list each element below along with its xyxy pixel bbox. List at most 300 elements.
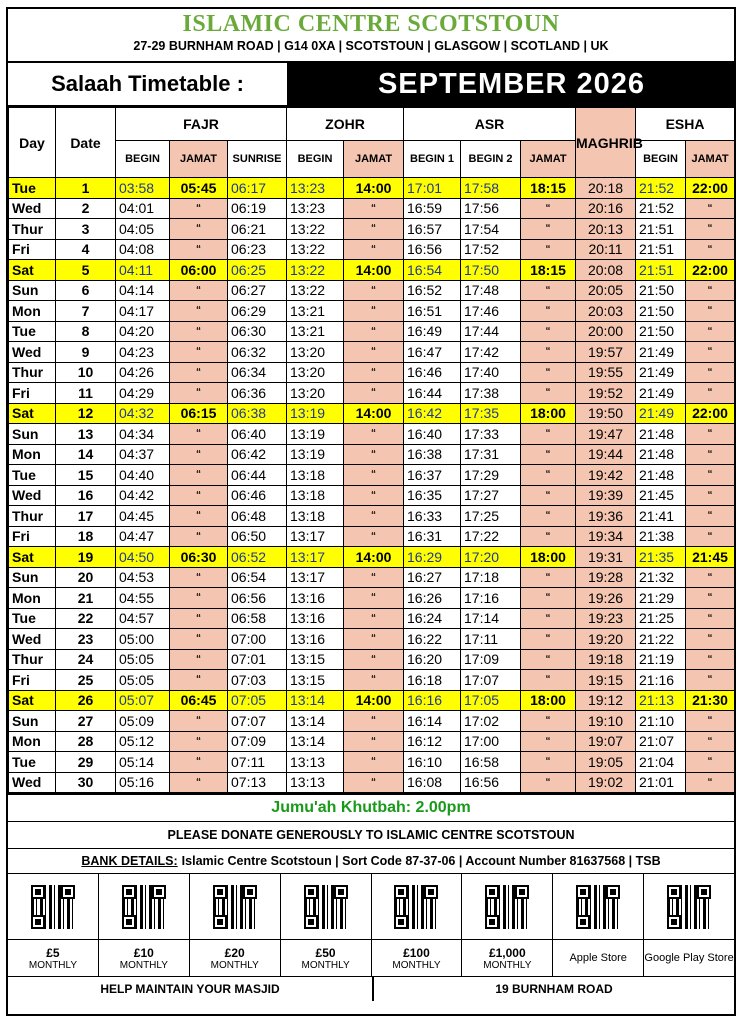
table-row [9,301,735,322]
bank-details [8,849,734,874]
donate-message: PLEASE DONATE GENEROUSLY TO ISLAMIC CENTRE SCOTSTOUN [8,822,734,849]
table-row [9,485,735,506]
cell-asr-begin1: 16:59 [404,198,461,219]
table-row [9,342,735,363]
cell-fajr-begin: 04:11 [116,260,170,281]
cell-maghrib: 19:47 [576,424,636,445]
cell-day: Tue [9,321,56,342]
qr-cell [644,874,734,939]
cell-date: 26 [56,690,116,711]
month-title: SEPTEMBER 2026 [289,63,734,105]
cell-esha-jamat: “ [686,731,735,752]
cell-fajr-jamat: “ [170,629,228,650]
cell-asr-begin2: 17:20 [461,547,521,568]
bank-details-label: BANK DETAILS: [81,854,178,868]
cell-date: 29 [56,752,116,773]
cell-sunrise: 06:52 [228,547,287,568]
cell-esha-jamat: “ [686,239,735,260]
cell-asr-jamat: “ [521,608,576,629]
qr-code-icon[interactable] [576,885,620,929]
cell-asr-begin1: 16:52 [404,280,461,301]
centre-address: 27-29 BURNHAM ROAD | G14 0XA | SCOTSTOUN | GLASGOW | SCOTLAND | UK [133,39,609,53]
cell-date: 20 [56,567,116,588]
donation-amount: £50 [315,945,336,960]
cell-day: Tue [9,608,56,629]
cell-esha-begin: 21:48 [636,424,686,445]
cell-maghrib: 19:44 [576,444,636,465]
donation-period: MONTHLY [119,959,168,971]
table-row [9,690,735,711]
cell-asr-jamat: “ [521,342,576,363]
cell-maghrib: 19:36 [576,506,636,527]
cell-asr-begin2: 17:58 [461,178,521,199]
cell-asr-begin2: 17:44 [461,321,521,342]
cell-date: 21 [56,588,116,609]
cell-sunrise: 06:34 [228,362,287,383]
cell-zohr-jamat: “ [344,219,404,240]
cell-date: 5 [56,260,116,281]
cell-maghrib: 19:02 [576,772,636,793]
cell-zohr-begin: 13:20 [287,362,344,383]
cell-maghrib: 20:00 [576,321,636,342]
cell-asr-begin1: 16:44 [404,383,461,404]
cell-zohr-begin: 13:23 [287,178,344,199]
table-row [9,731,735,752]
cell-fajr-jamat: “ [170,670,228,691]
cell-zohr-begin: 13:21 [287,301,344,322]
timetable-sheet [6,7,736,1016]
cell-esha-begin: 21:22 [636,629,686,650]
table-row [9,219,735,240]
donation-option [644,940,734,976]
cell-asr-begin2: 17:25 [461,506,521,527]
cell-sunrise: 06:50 [228,526,287,547]
cell-fajr-begin: 05:16 [116,772,170,793]
cell-fajr-jamat: “ [170,424,228,445]
table-row [9,178,735,199]
cell-esha-jamat: “ [686,465,735,486]
cell-fajr-jamat: “ [170,608,228,629]
cell-fajr-begin: 04:08 [116,239,170,260]
cell-maghrib: 19:26 [576,588,636,609]
cell-asr-begin2: 17:02 [461,711,521,732]
cell-maghrib: 19:23 [576,608,636,629]
cell-asr-jamat: 18:00 [521,403,576,424]
cell-day: Sun [9,711,56,732]
cell-day: Thur [9,649,56,670]
qr-code-icon[interactable] [667,885,711,929]
cell-asr-begin2: 17:42 [461,342,521,363]
col-maghrib: MAGHRIB [576,108,636,178]
cell-sunrise: 06:27 [228,280,287,301]
col-zohr-begin: BEGIN [287,141,344,178]
cell-zohr-begin: 13:19 [287,444,344,465]
cell-zohr-begin: 13:15 [287,670,344,691]
cell-day: Mon [9,301,56,322]
cell-sunrise: 06:42 [228,444,287,465]
cell-zohr-jamat: “ [344,731,404,752]
cell-day: Wed [9,198,56,219]
header [8,9,734,63]
qr-code-icon[interactable] [394,885,438,929]
cell-fajr-begin: 05:00 [116,629,170,650]
table-row [9,362,735,383]
cell-asr-jamat: “ [521,731,576,752]
cell-day: Sun [9,280,56,301]
cell-asr-jamat: “ [521,362,576,383]
cell-asr-jamat: 18:15 [521,178,576,199]
cell-sunrise: 07:11 [228,752,287,773]
cell-esha-begin: 21:50 [636,321,686,342]
cell-asr-jamat: “ [521,444,576,465]
cell-asr-begin1: 16:22 [404,629,461,650]
cell-esha-jamat: 22:00 [686,260,735,281]
cell-asr-jamat: 18:00 [521,690,576,711]
cell-asr-begin1: 17:01 [404,178,461,199]
cell-esha-begin: 21:01 [636,772,686,793]
cell-sunrise: 06:46 [228,485,287,506]
footer-address: 19 BURNHAM ROAD [495,982,613,996]
cell-fajr-begin: 04:14 [116,280,170,301]
cell-asr-begin2: 17:40 [461,362,521,383]
cell-asr-jamat: “ [521,670,576,691]
cell-day: Thur [9,219,56,240]
cell-maghrib: 20:11 [576,239,636,260]
cell-date: 17 [56,506,116,527]
cell-zohr-begin: 13:22 [287,219,344,240]
cell-asr-begin1: 16:08 [404,772,461,793]
cell-sunrise: 07:00 [228,629,287,650]
cell-asr-begin2: 17:14 [461,608,521,629]
donation-amount: £5 [46,945,60,960]
cell-maghrib: 19:50 [576,403,636,424]
cell-asr-jamat: 18:00 [521,547,576,568]
cell-asr-jamat: “ [521,383,576,404]
cell-esha-begin: 21:49 [636,383,686,404]
cell-esha-begin: 21:49 [636,362,686,383]
cell-esha-jamat: “ [686,424,735,445]
cell-fajr-begin: 04:20 [116,321,170,342]
cell-maghrib: 19:55 [576,362,636,383]
cell-day: Thur [9,506,56,527]
cell-sunrise: 06:44 [228,465,287,486]
cell-esha-jamat: 22:00 [686,178,735,199]
cell-sunrise: 07:07 [228,711,287,732]
cell-zohr-jamat: “ [344,383,404,404]
cell-date: 19 [56,547,116,568]
cell-date: 25 [56,670,116,691]
cell-sunrise: 06:19 [228,198,287,219]
cell-date: 10 [56,362,116,383]
cell-fajr-jamat: “ [170,239,228,260]
cell-esha-jamat: “ [686,752,735,773]
cell-day: Sun [9,424,56,445]
table-row [9,280,735,301]
cell-day: Mon [9,444,56,465]
cell-zohr-begin: 13:23 [287,198,344,219]
cell-sunrise: 06:21 [228,219,287,240]
cell-esha-jamat: “ [686,649,735,670]
cell-maghrib: 20:08 [576,260,636,281]
donation-option [99,940,190,976]
qr-cell [462,874,553,939]
cell-esha-jamat: “ [686,608,735,629]
cell-asr-begin1: 16:12 [404,731,461,752]
cell-asr-begin2: 17:50 [461,260,521,281]
cell-sunrise: 06:23 [228,239,287,260]
cell-zohr-jamat: “ [344,465,404,486]
cell-zohr-begin: 13:16 [287,629,344,650]
cell-esha-begin: 21:07 [636,731,686,752]
cell-fajr-begin: 05:14 [116,752,170,773]
cell-asr-begin2: 17:22 [461,526,521,547]
cell-esha-jamat: 21:45 [686,547,735,568]
cell-maghrib: 19:20 [576,629,636,650]
cell-fajr-begin: 04:53 [116,567,170,588]
cell-zohr-begin: 13:21 [287,321,344,342]
donation-option [553,940,644,976]
cell-asr-begin1: 16:40 [404,424,461,445]
cell-asr-jamat: “ [521,198,576,219]
cell-maghrib: 19:28 [576,567,636,588]
cell-fajr-begin: 04:45 [116,506,170,527]
cell-day: Tue [9,178,56,199]
qr-code-icon[interactable] [31,885,75,929]
cell-fajr-begin: 04:37 [116,444,170,465]
col-asr-begin2: BEGIN 2 [461,141,521,178]
cell-fajr-jamat: “ [170,301,228,322]
cell-day: Sat [9,260,56,281]
cell-asr-begin1: 16:46 [404,362,461,383]
cell-fajr-begin: 05:12 [116,731,170,752]
cell-zohr-begin: 13:13 [287,772,344,793]
cell-fajr-begin: 04:01 [116,198,170,219]
cell-asr-begin2: 17:29 [461,465,521,486]
timetable-title: Salaah Timetable : [8,63,289,105]
qr-cell [190,874,281,939]
table-row [9,670,735,691]
cell-date: 18 [56,526,116,547]
cell-esha-begin: 21:32 [636,567,686,588]
bank-details-text: Islamic Centre Scotstoun | Sort Code 87-37-06 | Account Number 81637568 | TSB [181,854,661,868]
cell-asr-begin2: 17:27 [461,485,521,506]
donation-option [8,940,99,976]
table-row [9,547,735,568]
cell-fajr-jamat: “ [170,444,228,465]
cell-day: Fri [9,526,56,547]
cell-esha-begin: 21:35 [636,547,686,568]
cell-asr-begin2: 17:31 [461,444,521,465]
cell-sunrise: 06:38 [228,403,287,424]
col-esha-jamat: JAMAT [686,141,735,178]
cell-asr-begin1: 16:56 [404,239,461,260]
cell-maghrib: 19:15 [576,670,636,691]
donation-period: Google Play Store [644,952,734,964]
cell-asr-begin1: 16:10 [404,752,461,773]
cell-date: 15 [56,465,116,486]
cell-asr-begin2: 16:58 [461,752,521,773]
donation-period: MONTHLY [392,959,441,971]
table-row [9,321,735,342]
cell-maghrib: 20:13 [576,219,636,240]
cell-date: 6 [56,280,116,301]
cell-date: 13 [56,424,116,445]
cell-fajr-begin: 04:40 [116,465,170,486]
cell-fajr-jamat: “ [170,362,228,383]
donation-option [281,940,372,976]
cell-esha-jamat: “ [686,772,735,793]
cell-fajr-begin: 05:05 [116,649,170,670]
cell-date: 11 [56,383,116,404]
donation-amounts-row [8,940,734,977]
cell-asr-begin2: 17:09 [461,649,521,670]
cell-zohr-begin: 13:19 [287,403,344,424]
table-row [9,506,735,527]
cell-asr-begin1: 16:47 [404,342,461,363]
col-day: Day [9,108,56,178]
cell-esha-begin: 21:52 [636,178,686,199]
cell-esha-begin: 21:38 [636,526,686,547]
cell-asr-begin1: 16:57 [404,219,461,240]
cell-zohr-begin: 13:16 [287,588,344,609]
cell-maghrib: 19:42 [576,465,636,486]
cell-fajr-jamat: “ [170,731,228,752]
cell-zohr-begin: 13:14 [287,711,344,732]
cell-day: Sat [9,690,56,711]
donation-option [462,940,553,976]
cell-fajr-begin: 03:58 [116,178,170,199]
qr-code-icon[interactable] [122,885,166,929]
cell-sunrise: 06:54 [228,567,287,588]
cell-maghrib: 20:05 [576,280,636,301]
cell-fajr-begin: 04:23 [116,342,170,363]
cell-asr-jamat: “ [521,567,576,588]
cell-zohr-jamat: “ [344,485,404,506]
cell-zohr-jamat: “ [344,752,404,773]
qr-code-icon[interactable] [213,885,257,929]
cell-zohr-jamat: “ [344,670,404,691]
cell-maghrib: 19:18 [576,649,636,670]
timetable-body [9,178,735,793]
cell-date: 2 [56,198,116,219]
cell-fajr-jamat: “ [170,526,228,547]
cell-esha-jamat: “ [686,567,735,588]
cell-esha-begin: 21:52 [636,198,686,219]
donation-amount: £20 [224,945,245,960]
cell-asr-begin1: 16:42 [404,403,461,424]
cell-esha-begin: 21:48 [636,444,686,465]
cell-date: 16 [56,485,116,506]
cell-zohr-jamat: “ [344,711,404,732]
col-date: Date [56,108,116,178]
cell-asr-begin2: 17:16 [461,588,521,609]
cell-maghrib: 19:57 [576,342,636,363]
cell-fajr-jamat: “ [170,383,228,404]
cell-date: 30 [56,772,116,793]
table-row [9,526,735,547]
cell-zohr-begin: 13:17 [287,567,344,588]
cell-day: Mon [9,588,56,609]
cell-asr-jamat: “ [521,280,576,301]
cell-fajr-jamat: “ [170,198,228,219]
prayer-timetable [8,107,735,793]
cell-esha-jamat: “ [686,198,735,219]
cell-asr-begin1: 16:51 [404,301,461,322]
cell-date: 8 [56,321,116,342]
col-asr: ASR [404,108,576,141]
cell-zohr-begin: 13:17 [287,526,344,547]
cell-date: 3 [56,219,116,240]
cell-asr-jamat: “ [521,588,576,609]
cell-asr-begin2: 17:11 [461,629,521,650]
cell-asr-begin1: 16:33 [404,506,461,527]
col-esha-begin: BEGIN [636,141,686,178]
col-zohr-jamat: JAMAT [344,141,404,178]
cell-asr-jamat: 18:15 [521,260,576,281]
col-sunrise: SUNRISE [228,141,287,178]
cell-asr-begin2: 17:54 [461,219,521,240]
cell-esha-begin: 21:51 [636,219,686,240]
cell-maghrib: 20:03 [576,301,636,322]
qr-cell [553,874,644,939]
cell-esha-jamat: “ [686,629,735,650]
qr-code-row [8,874,734,940]
cell-asr-jamat: “ [521,629,576,650]
cell-day: Wed [9,342,56,363]
footer-masjid-message: HELP MAINTAIN YOUR MASJID [8,977,374,1001]
cell-fajr-begin: 04:17 [116,301,170,322]
cell-fajr-begin: 04:29 [116,383,170,404]
cell-fajr-jamat: 06:00 [170,260,228,281]
cell-esha-begin: 21:19 [636,649,686,670]
cell-asr-jamat: “ [521,526,576,547]
qr-code-icon[interactable] [485,885,529,929]
cell-asr-begin2: 17:18 [461,567,521,588]
cell-day: Sat [9,403,56,424]
cell-zohr-begin: 13:18 [287,506,344,527]
cell-esha-jamat: 22:00 [686,403,735,424]
cell-date: 24 [56,649,116,670]
cell-fajr-jamat: “ [170,752,228,773]
cell-maghrib: 19:05 [576,752,636,773]
cell-fajr-begin: 04:42 [116,485,170,506]
donation-option [190,940,281,976]
table-row [9,711,735,732]
cell-zohr-begin: 13:15 [287,649,344,670]
cell-asr-begin2: 17:56 [461,198,521,219]
cell-maghrib: 19:07 [576,731,636,752]
cell-date: 28 [56,731,116,752]
cell-fajr-jamat: “ [170,506,228,527]
cell-zohr-begin: 13:17 [287,547,344,568]
title-bar [8,63,734,107]
cell-fajr-jamat: 06:45 [170,690,228,711]
cell-asr-begin1: 16:54 [404,260,461,281]
cell-zohr-begin: 13:22 [287,280,344,301]
cell-sunrise: 06:30 [228,321,287,342]
cell-sunrise: 06:56 [228,588,287,609]
donation-period: MONTHLY [301,959,350,971]
cell-fajr-jamat: “ [170,280,228,301]
cell-asr-begin2: 17:35 [461,403,521,424]
cell-asr-begin1: 16:38 [404,444,461,465]
qr-code-icon[interactable] [304,885,348,929]
cell-asr-jamat: “ [521,301,576,322]
jumuah-khutbah: Jumu'ah Khutbah: 2.00pm [8,793,734,822]
cell-zohr-jamat: “ [344,444,404,465]
cell-zohr-begin: 13:14 [287,690,344,711]
donation-period: MONTHLY [210,959,259,971]
